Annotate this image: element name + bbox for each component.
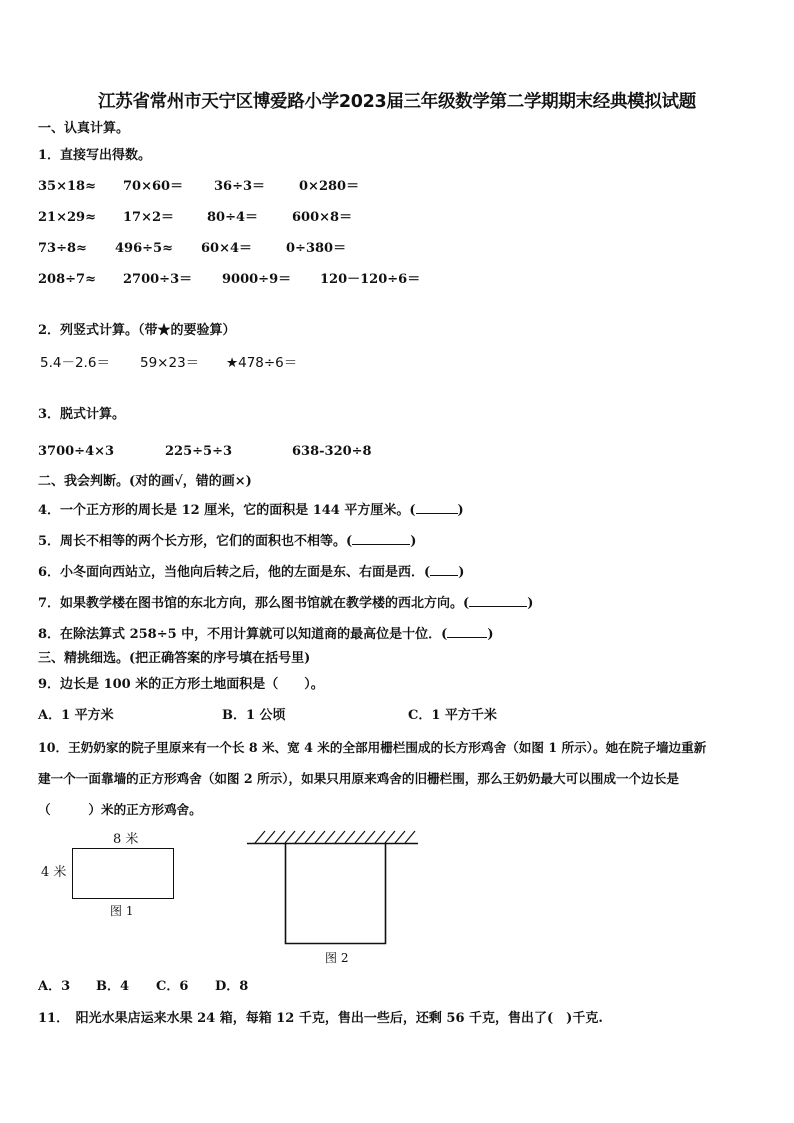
question-text: 5．周长不相等的两个长方形，它们的面积也不相等。( <box>38 534 353 549</box>
question-10-line-3: （ ）米的正方形鸡舍。 <box>38 802 202 817</box>
question-tail: ) <box>458 565 465 580</box>
judge-question-8 <box>38 625 493 643</box>
calc-item: 9000÷9＝ <box>222 272 292 287</box>
fig1-length-label: 8 米 <box>113 832 139 847</box>
answer-blank[interactable] <box>352 532 410 545</box>
step-calc-item: 225÷5÷3 <box>165 444 233 459</box>
vertical-calc-item: 59×23＝ <box>140 355 200 371</box>
fig1-caption: 图 1 <box>110 904 134 918</box>
question-tail: ) <box>527 596 534 611</box>
judge-question-4 <box>38 501 464 519</box>
calc-item: 21×29≈ <box>38 210 96 225</box>
section-heading-3: 三、精挑细选。(把正确答案的序号填在括号里) <box>38 651 311 666</box>
calc-item: 17×2＝ <box>123 210 175 225</box>
question-tail: ) <box>410 534 417 549</box>
option-c[interactable]: C．6 <box>156 979 189 994</box>
answer-blank[interactable] <box>430 563 458 576</box>
vertical-calc-item: ★478÷6＝ <box>226 355 298 371</box>
question-10-line-2: 建一个一面靠墙的正方形鸡舍（如图 2 所示），如果只用原来鸡舍的旧栅栏围，那么王奶奶最大可以围成一个边长是 <box>38 771 679 786</box>
page-title: 江苏省常州市天宁区博爱路小学2023届三年级数学第二学期期末经典模拟试题 <box>98 92 696 112</box>
option-c[interactable]: C．1 平方千米 <box>408 708 497 723</box>
calc-item: 36÷3＝ <box>214 179 266 194</box>
calc-item: 496÷5≈ <box>115 241 173 256</box>
question-text: 7．如果教学楼在图书馆的东北方向，那么图书馆就在教学楼的西北方向。( <box>38 596 470 611</box>
option-d[interactable]: D．8 <box>215 979 249 994</box>
question-text: 6．小冬面向西站立，当他向后转之后，他的左面是东、右面是西．( <box>38 565 431 580</box>
step-calc-item: 3700÷4×3 <box>38 444 115 459</box>
calc-item: 80÷4＝ <box>207 210 259 225</box>
fig1-rectangle <box>72 848 174 899</box>
calc-item: 2700÷3＝ <box>123 272 193 287</box>
answer-blank[interactable] <box>416 501 458 514</box>
question-tail: ) <box>457 503 464 518</box>
fig2-wall-square <box>245 828 420 948</box>
question-10-line-1: 10．王奶奶家的院子里原来有一个长 8 米、宽 4 米的全部用栅栏围成的长方形鸡舍（如图 1 所示）。她在院子墙边重新 <box>38 740 707 755</box>
option-a[interactable]: A．1 平方米 <box>38 708 114 723</box>
question-3-label: 3．脱式计算。 <box>38 407 126 422</box>
question-9-text: 9．边长是 100 米的正方形土地面积是（ ）。 <box>38 677 324 692</box>
calc-item: 0÷380＝ <box>286 241 347 256</box>
answer-blank[interactable] <box>447 625 487 638</box>
question-2-label: 2．列竖式计算。（带★的要验算） <box>38 323 236 338</box>
option-b[interactable]: B．1 公顷 <box>222 708 286 723</box>
judge-question-6 <box>38 563 464 581</box>
question-tail: ) <box>487 627 494 642</box>
judge-question-7 <box>38 594 533 612</box>
calc-item: 35×18≈ <box>38 179 96 194</box>
vertical-calc-item: 5.4－2.6＝ <box>40 355 110 371</box>
calc-item: 70×60＝ <box>123 179 184 194</box>
section-heading-1: 一、认真计算。 <box>38 121 130 136</box>
option-a[interactable]: A．3 <box>38 979 71 994</box>
calc-item: 73÷8≈ <box>38 241 87 256</box>
question-11-text: 11． 阳光水果店运来水果 24 箱，每箱 12 千克，售出一些后，还剩 56 千克，售出了( )千克. <box>38 1011 603 1026</box>
judge-question-5 <box>38 532 416 550</box>
question-text: 8．在除法算式 258÷5 中，不用计算就可以知道商的最高位是十位．( <box>38 627 448 642</box>
answer-blank[interactable] <box>469 594 527 607</box>
question-1-label: 1．直接写出得数。 <box>38 148 152 163</box>
calc-item: 600×8＝ <box>292 210 353 225</box>
fig2-caption: 图 2 <box>325 951 349 965</box>
calc-item: 60×4＝ <box>201 241 253 256</box>
calc-item: 0×280＝ <box>299 179 360 194</box>
question-text: 4．一个正方形的周长是 12 厘米，它的面积是 144 平方厘米。( <box>38 503 416 518</box>
step-calc-item: 638-320÷8 <box>292 444 372 459</box>
calc-item: 120－120÷6＝ <box>320 272 421 287</box>
fig1-width-label: 4 米 <box>41 865 67 880</box>
calc-item: 208÷7≈ <box>38 272 96 287</box>
option-b[interactable]: B．4 <box>96 979 130 994</box>
section-heading-2: 二、我会判断。(对的画√，错的画×) <box>38 474 252 489</box>
